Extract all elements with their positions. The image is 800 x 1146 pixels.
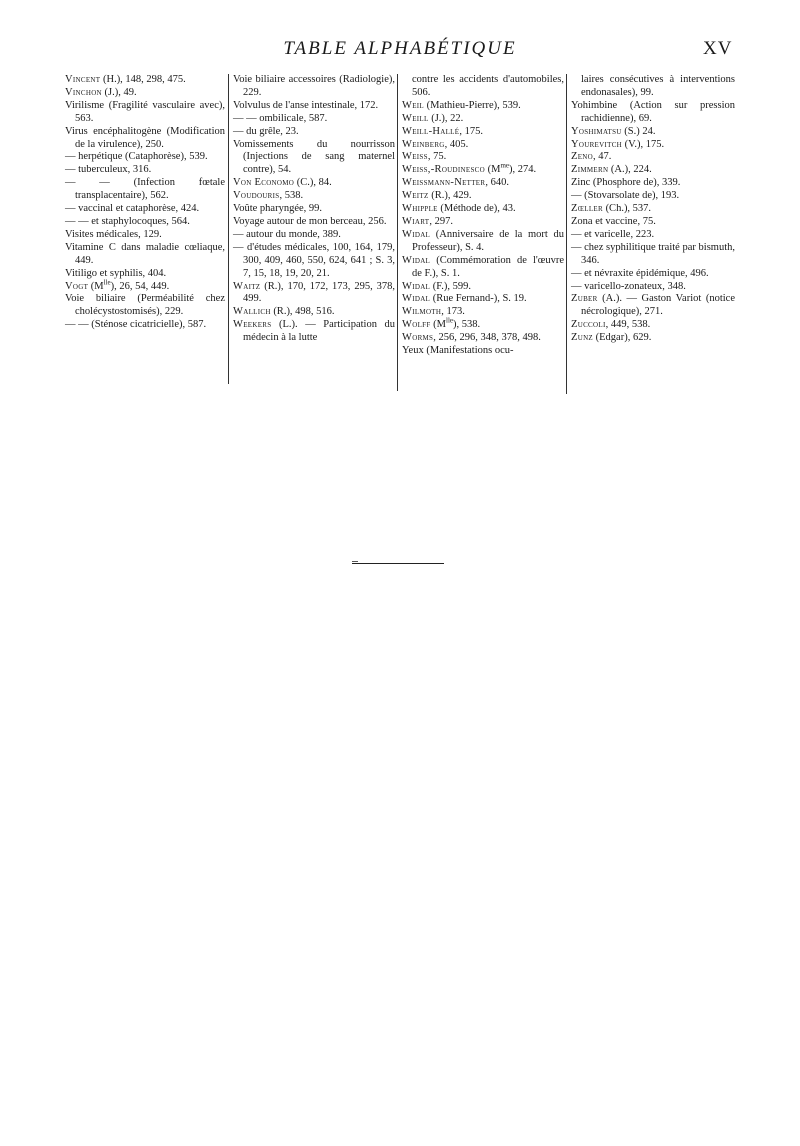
entry-text: (V.), 175. xyxy=(622,138,665,150)
index-column-2 xyxy=(233,74,395,345)
index-entry xyxy=(402,139,564,152)
entry-name: Yoshimatsu xyxy=(571,125,622,137)
entry-text: (Ch.), 537. xyxy=(602,203,652,215)
entry-text: (Edgar), 629. xyxy=(593,332,652,344)
index-entry xyxy=(233,100,395,113)
index-entry xyxy=(571,229,735,242)
entry-name: Whipple xyxy=(402,203,438,215)
index-entry xyxy=(402,316,564,332)
index-entry xyxy=(233,139,395,178)
entry-name: Worms xyxy=(402,332,434,344)
entry-text: Voyage autour de mon berceau, 256. xyxy=(233,215,387,227)
index-entry xyxy=(402,161,564,177)
index-entry xyxy=(571,139,735,152)
index-entry xyxy=(65,203,225,216)
index-entry xyxy=(233,306,395,319)
index-entry xyxy=(571,177,735,190)
index-entry xyxy=(402,332,564,345)
entry-text: (M xyxy=(430,319,446,331)
entry-name: Weill xyxy=(402,112,429,124)
index-entry xyxy=(402,293,564,306)
index-entry xyxy=(571,293,735,319)
entry-text: , 256, 296, 348, 378, 498. xyxy=(433,332,541,344)
entry-name: Wiart xyxy=(402,215,430,227)
entry-text: ), 274. xyxy=(509,164,537,176)
index-entry xyxy=(571,281,735,294)
entry-text: — chez syphilitique traité par bismuth, 346. xyxy=(571,241,735,266)
entry-name: Von Economo xyxy=(233,177,295,189)
entry-text: Yeux (Manifestations ocu- xyxy=(402,345,514,357)
column-rule xyxy=(228,74,229,384)
entry-text: , 538. xyxy=(279,190,304,202)
index-entry xyxy=(571,216,735,229)
entry-text: Voie biliaire accessoires (Radiologie), 229. xyxy=(233,74,395,98)
entry-text: ), 538. xyxy=(453,319,481,331)
entry-name: Zuber xyxy=(571,293,598,305)
entry-name: Widal xyxy=(402,280,431,292)
entry-text: Visites médicales, 129. xyxy=(65,228,162,240)
entry-text: Yohimbine (Action sur pression rachidienne), 69. xyxy=(571,99,735,124)
index-entry xyxy=(233,177,395,190)
entry-text: — herpétique (Cataphorèse), 539. xyxy=(65,151,208,163)
entry-name: Weill-Hallé xyxy=(402,125,460,137)
entry-name: Wallich xyxy=(233,306,271,318)
entry-name: Wolff xyxy=(402,319,431,331)
entry-text: (R.), 429. xyxy=(428,190,472,202)
page-title: TABLE ALPHABÉTIQUE xyxy=(283,38,517,59)
entry-text: Volvulus de l'anse intestinale, 172. xyxy=(233,99,379,111)
index-entry xyxy=(571,151,735,164)
entry-text: (H.), 148, 298, 475. xyxy=(100,74,186,85)
index-entry xyxy=(65,100,225,126)
index-entry xyxy=(402,306,564,319)
index-entry xyxy=(571,268,735,281)
entry-text: (C.), 84. xyxy=(294,177,332,189)
entry-text: , 75. xyxy=(427,151,447,163)
index-entry xyxy=(571,164,735,177)
entry-text: , 405. xyxy=(444,138,469,150)
entry-text: — vaccinal et cataphorèse, 424. xyxy=(65,203,200,215)
entry-text: — varicello-zonateux, 348. xyxy=(571,280,686,292)
entry-text: — d'études médicales, 100, 164, 179, 300, 409, 460, 550, 624, 641 ; S. 3, 7, 15, 18, 19, 20, 21. xyxy=(233,241,395,279)
entry-name: Yourevitch xyxy=(571,138,623,150)
entry-text: (Méthode de), 43. xyxy=(437,203,516,215)
index-entry xyxy=(233,190,395,203)
index-entry xyxy=(233,113,395,126)
index-column-4 xyxy=(571,74,735,345)
entry-text: (Commémoration de l'œuvre de F.), S. 1. xyxy=(412,254,564,279)
entry-name: Weil xyxy=(402,99,424,111)
column-rule xyxy=(566,74,567,394)
index-entry xyxy=(571,203,735,216)
entry-text: Voie biliaire (Perméabilité chez cholécystostomisés), 229. xyxy=(65,293,225,318)
entry-text: (Rue Fernand-), S. 19. xyxy=(430,293,527,305)
entry-name: Vincent xyxy=(65,74,101,85)
index-entry xyxy=(65,229,225,242)
index-entry xyxy=(571,126,735,139)
entry-text: (Mathieu-Pierre), 539. xyxy=(424,99,521,111)
index-entry xyxy=(402,113,564,126)
entry-text: — — ombilicale, 587. xyxy=(233,112,328,124)
entry-text: — — (Sténose cicatricielle), 587. xyxy=(65,319,207,331)
index-entry xyxy=(233,319,395,345)
entry-text: (A.). — Gaston Variot (notice nécrologique), 271. xyxy=(581,293,735,318)
index-columns xyxy=(65,74,735,394)
index-column-3 xyxy=(402,74,564,358)
entry-text: Vitamine C dans maladie cœliaque, 449. xyxy=(65,241,225,266)
entry-text: , 175. xyxy=(459,125,483,137)
entry-text: contre les accidents d'automobiles, 506. xyxy=(412,74,564,98)
entry-name: Widal xyxy=(402,228,431,240)
index-entry xyxy=(65,216,225,229)
entry-name: Zeno xyxy=(571,151,593,163)
index-entry xyxy=(402,177,564,190)
page-number: XV xyxy=(703,38,733,59)
entry-text: — tuberculeux, 316. xyxy=(65,164,152,176)
entry-text: , 297. xyxy=(429,215,453,227)
index-entry xyxy=(402,126,564,139)
entry-text: Virus encéphalitogène (Modification de la virulence), 250. xyxy=(65,125,225,150)
column-rule xyxy=(397,74,398,391)
index-entry xyxy=(233,242,395,281)
index-entry xyxy=(65,242,225,268)
index-entry xyxy=(65,177,225,203)
entry-name: Widal xyxy=(402,254,431,266)
index-entry xyxy=(65,268,225,281)
index-entry xyxy=(402,190,564,203)
entry-name: Zimmern xyxy=(571,164,609,176)
index-entry xyxy=(571,242,735,268)
entry-text: — (Stovarsolate de), 193. xyxy=(571,190,680,202)
entry-text: (M xyxy=(484,164,501,176)
index-entry xyxy=(233,126,395,139)
entry-text: (M xyxy=(88,280,104,292)
index-entry xyxy=(402,229,564,255)
index-entry xyxy=(65,151,225,164)
entry-text: , 449, 538. xyxy=(605,319,651,331)
index-entry xyxy=(65,164,225,177)
entry-name: Wilmoth xyxy=(402,306,442,318)
index-entry xyxy=(402,100,564,113)
entry-name: Weiss xyxy=(402,151,428,163)
entry-text: , 47. xyxy=(593,151,612,163)
index-entry xyxy=(65,126,225,152)
index-entry xyxy=(402,203,564,216)
index-entry xyxy=(65,278,225,294)
entry-text: (L.). — Participation du médecin à la lutte xyxy=(243,319,395,344)
entry-text: ), 26, 54, 449. xyxy=(110,280,170,292)
index-entry xyxy=(571,319,735,332)
index-entry xyxy=(402,216,564,229)
entry-name: Waitz xyxy=(233,280,261,292)
entry-text: Voûte pharyngée, 99. xyxy=(233,203,323,215)
entry-text: , 173. xyxy=(441,306,465,318)
entry-text: Vomissements du nourrisson (Injections de sang maternel contre), 54. xyxy=(233,138,395,176)
index-entry xyxy=(233,281,395,307)
entry-name: Vogt xyxy=(65,280,89,292)
entry-superscript: lle xyxy=(446,316,453,325)
entry-text: (R.), 498, 516. xyxy=(270,306,335,318)
entry-text: — autour du monde, 389. xyxy=(233,228,341,240)
entry-text: Zinc (Phosphore de), 339. xyxy=(571,177,681,189)
entry-superscript: me xyxy=(500,161,510,170)
index-entry xyxy=(571,190,735,203)
index-entry xyxy=(65,319,225,332)
entry-name: Zœller xyxy=(571,203,603,215)
entry-text: Virilisme (Fragilité vasculaire avec), 563. xyxy=(65,99,225,124)
index-entry xyxy=(571,332,735,345)
entry-name: Weinberg xyxy=(402,138,445,150)
index-entry xyxy=(571,74,735,100)
end-rule xyxy=(352,563,444,564)
entry-text: Vitiligo et syphilis, 404. xyxy=(65,267,167,279)
index-entry xyxy=(233,203,395,216)
index-entry xyxy=(233,229,395,242)
entry-text: — — (Infection fœtale transplacentaire), 562. xyxy=(65,177,225,202)
entry-text: (F.), 599. xyxy=(430,280,472,292)
index-entry xyxy=(402,281,564,294)
entry-text: (S.) 24. xyxy=(621,125,656,137)
index-entry xyxy=(65,87,225,100)
entry-text: , 640. xyxy=(485,177,509,189)
entry-name: Vinchon xyxy=(65,86,102,98)
index-entry xyxy=(65,74,225,87)
index-entry xyxy=(402,345,564,358)
entry-name: Zunz xyxy=(571,332,593,344)
entry-text: — et varicelle, 223. xyxy=(571,228,655,240)
entry-superscript: lle xyxy=(103,278,111,286)
entry-text: — — et staphylocoques, 564. xyxy=(65,215,190,227)
index-entry xyxy=(402,74,564,100)
index-column-1 xyxy=(65,74,225,332)
entry-name: Zuccoli xyxy=(571,319,606,331)
entry-name: Weiss,-Roudinesco xyxy=(402,164,485,176)
entry-text: (A.), 224. xyxy=(608,164,652,176)
entry-text: (J.), 49. xyxy=(101,86,137,98)
entry-text: (J.), 22. xyxy=(428,112,464,124)
index-entry xyxy=(65,293,225,319)
entry-text: (Anniversaire de la mort du Professeur), S. 4. xyxy=(412,228,564,253)
entry-name: Weissmann-Netter xyxy=(402,177,486,189)
index-entry xyxy=(233,216,395,229)
entry-text: laires consécutives à interventions endonasales), 99. xyxy=(581,74,735,98)
index-entry xyxy=(402,255,564,281)
entry-text: Zona et vaccine, 75. xyxy=(571,215,656,227)
entry-text: — du grêle, 23. xyxy=(233,125,299,137)
index-entry xyxy=(402,151,564,164)
index-entry xyxy=(233,74,395,100)
entry-name: Weekers xyxy=(233,319,272,331)
entry-text: (R.), 170, 172, 173, 295, 378, 499. xyxy=(243,280,395,305)
index-entry xyxy=(571,100,735,126)
entry-name: Weitz xyxy=(402,190,429,202)
entry-text: — et névraxite épidémique, 496. xyxy=(571,267,709,279)
entry-name: Voudouris xyxy=(233,190,280,202)
entry-name: Widal xyxy=(402,293,431,305)
